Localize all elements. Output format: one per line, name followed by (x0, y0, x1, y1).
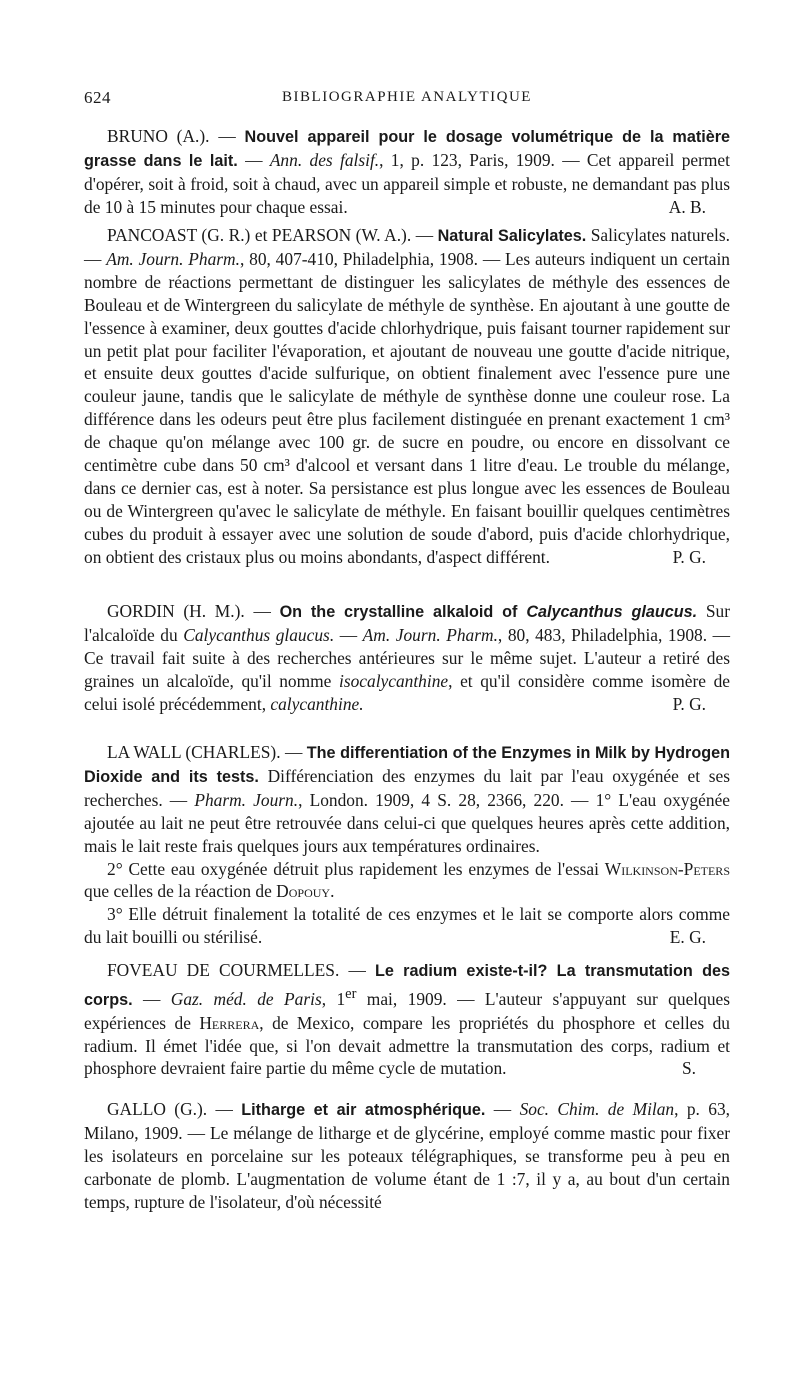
entry-author: GORDIN (H. M.). (107, 601, 245, 621)
entry-title: On the crystalline alkaloid of (279, 603, 527, 621)
entry-author: LA WALL (CHARLES). (107, 742, 281, 762)
entry-dash: — (237, 149, 270, 170)
entry-term: calycanthine. (270, 693, 364, 714)
entry-name: Herrera (199, 1012, 260, 1033)
entry-superscript: er (345, 985, 357, 1002)
entry-term: isocalycanthine (338, 670, 449, 691)
bibliography-entry-gallo (84, 1098, 730, 1214)
entry-title-species: Calycanthus glaucus. (526, 603, 698, 621)
entry-journal: Pharm. Journ. (194, 789, 299, 810)
entry-signature: E. G. (669, 927, 706, 948)
entry-subtitle: Salicylates naturels. — (84, 225, 730, 269)
entry-title: Nouvel appareil pour le dosage volumétrique de la matière grasse dans le lait. (84, 128, 731, 170)
entry-author: GALLO (G.). (107, 1099, 208, 1119)
entry-dash: — (132, 988, 171, 1009)
entry-text: 2° Cette eau oxygénée détruit plus rapidement les enzymes de l'essai (107, 858, 605, 879)
entry-subtitle: Différenciation des enzymes du lait par l'eau oxygénée et ses recherches. — (84, 765, 730, 810)
entry-text: , p. 63, Milano, 1909. — Le mélange de litharge et de glycérine, employé comme mastic pour fixer les isolateurs en porcelaine sur les poteaux télégraphiques, se transforme peu à peu en carbonate de plomb. L'augmentation de volume étant de 1 :7, il y a, au bout d'un certain temps, rupture de l'isolateur, d'où nécessité (84, 1099, 730, 1212)
entry-dash: — (207, 1099, 242, 1119)
entry-text: mai, 1909. — L'auteur s'appuyant sur quelques expériences de (84, 988, 730, 1033)
entry-title: Litharge et air atmosphérique. (241, 1101, 486, 1119)
entry-signature: A. B. (668, 196, 706, 217)
entry-signature: P. G. (672, 546, 706, 567)
entry-text: , 80, 483, Philadelphia, 1908. — Ce travail fait suite à des recherches antérieures sur le même sujet. L'auteur a retiré des graines un alcaloïde, qu'il nomme (84, 624, 730, 691)
entry-signature: S. (681, 1058, 696, 1079)
entry-author: FOVEAU DE COURMELLES. (107, 960, 340, 980)
entry-title: The differentiation of the Enzymes in Milk by Hydrogen Dioxide and its tests. (84, 744, 730, 786)
entry-text: que celles de la réaction de (84, 881, 277, 902)
entry-text: . (330, 881, 335, 902)
entry-author: PANCOAST (G. R.) et PEARSON (W. A.). (107, 225, 412, 245)
entry-text: , London. 1909, 4 S. 28, 2366, 220. — 1° L'eau oxygénée ajoutée au lait ne peut être retrouvée dans celui-ci que quelques heures après cette addition, mais le lait reste frais quelques jours aux températures ordinaires. (84, 789, 731, 856)
entry-author: BRUNO (A.). (107, 126, 210, 146)
bibliography-entry-bruno (84, 125, 730, 219)
entry-subtitle: Sur l'alcaloïde du (84, 601, 730, 645)
entry-dash: — (244, 601, 280, 621)
entry-dash: — (334, 624, 363, 645)
entry-text: , 80, 407-410, Philadelphia, 1908. — Les auteurs indiquent un certain nombre de réactions permettant de distinguer les salicylates de méthyle des essences de Bouleau et de Wintergreen du salicylate de méthyle de synthèse. En ajoutant à une goutte de l'essence à examiner, deux gouttes d'acide chlorhydrique, puis faisant tourner rapidement sur un petit plat pour faciliter l'évaporation, et ajoutant de nouveau une goutte d'acide nitrique, et ensuite deux gouttes d'acide sulfurique, on obtient finalement avec l'essence pure une couleur jaune, tandis que le salicylate de méthyle de synthèse donne une couleur rose. La différence dans les odeurs peut être plus facilement distinguée en prenant exactement 1 cm³ de chaque qu'on mélange avec 100 gr. de sucre en poudre, ou encore en dissolvant ce centimètre cube dans 50 cm³ d'alcool et versant dans 1 litre d'eau. Le trouble du mélange, dans ce dernier cas, est à noter. Sa persistance est plus longue avec les essences de Bouleau ou de Wintergreen qu'avec le salicylate de méthyle. En faisant bouillir quelques centimètres cubes du produit à essayer avec une solution de soude d'abord, puis d'acide chlorhydrique, on obtient des cristaux plus ou moins abondants, d'aspect différent. (84, 248, 730, 567)
entry-journal: Gaz. méd. de Paris (170, 988, 322, 1009)
page-header (84, 88, 730, 112)
entry-journal: Ann. des falsif. (269, 149, 380, 170)
bibliography-entry-foveau (84, 959, 730, 1080)
entry-name: Dopouy (276, 881, 331, 902)
entry-signature: P. G. (672, 693, 706, 714)
entry-name: Wilkinson-Peters (604, 858, 730, 879)
entry-journal: Am. Journ. Pharm. (362, 624, 498, 645)
bibliography-entry-pancoast (84, 224, 730, 569)
entry-dash: — (209, 126, 245, 146)
entry-text: , 1 (321, 988, 346, 1009)
entry-dash: — (280, 742, 307, 762)
page-number: 624 (84, 88, 111, 107)
entry-text: 3° Elle détruit finalement la totalité de ces enzymes et le lait se comporte alors comme du lait bouilli ou stérilisé. (84, 904, 730, 948)
entry-dash: — (339, 960, 375, 980)
entry-text: , et qu'il considère comme isomère de celui isolé précédemment, (84, 670, 730, 714)
bibliography-entry-lawall (84, 741, 730, 949)
entry-dash: — (411, 225, 438, 245)
entry-dash: — (485, 1099, 520, 1119)
bibliography-entry-gordin (84, 600, 730, 716)
entry-journal: Soc. Chim. de Milan (519, 1099, 675, 1119)
entry-title: Natural Salicylates. (437, 227, 587, 245)
entry-title: Le radium existe-t-il? La transmutation des corps. (84, 962, 730, 1009)
entry-text: , 1, p. 123, Paris, 1909. — Cet appareil permet d'opérer, soit à froid, soit à chaud, avec un appareil simple et robuste, ne demandant pas plus de 10 à 15 minutes pour chaque essai. (84, 149, 730, 217)
entry-journal: Am. Journ. Pharm. (106, 248, 240, 269)
running-title: BIBLIOGRAPHIE ANALYTIQUE (282, 89, 532, 105)
entry-subtitle-species: Calycanthus glaucus. (183, 624, 335, 645)
entry-text: , de Mexico, compare les propriétés du phosphore et celles du radium. Il émet l'idée que, si l'on devait admettre la transmutation des corps, radium et phosphore devraient faire partie du même cycle de mutation. (84, 1012, 730, 1079)
